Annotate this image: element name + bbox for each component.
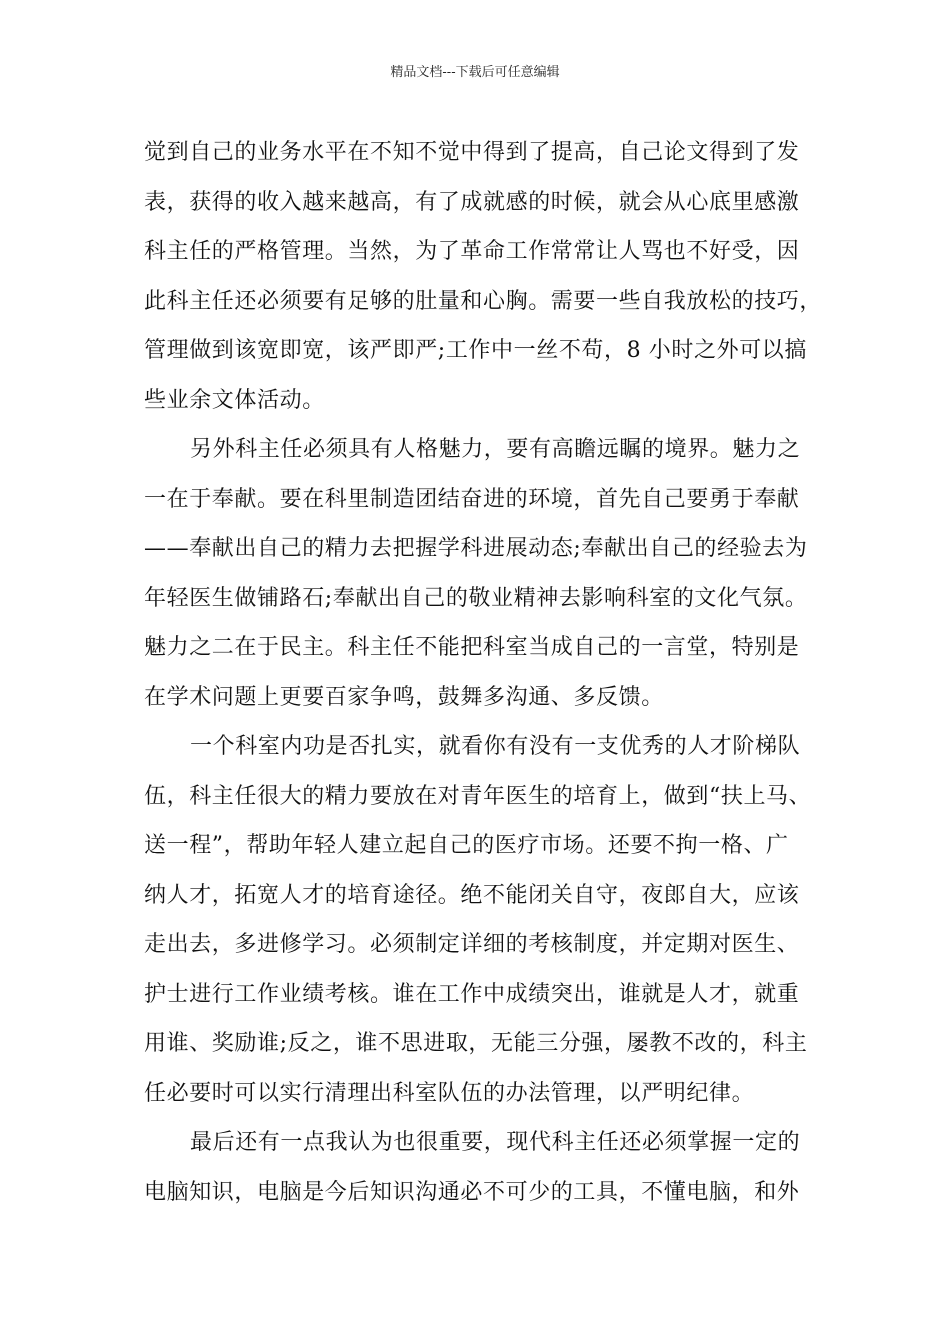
text-line: 科主任的严格管理。当然，为了革命工作常常让人骂也不好受，因 — [144, 239, 800, 264]
paragraph-first-line: 一个科室内功是否扎实，就看你有没有一支优秀的人才阶梯队 — [190, 734, 801, 759]
text-line: 电脑知识，电脑是今后知识沟通必不可少的工具，不懂电脑，和外 — [144, 1179, 800, 1205]
text-line: 觉到自己的业务水平在不知不觉中得到了提高，自己论文得到了发 — [144, 140, 800, 165]
page-header: 精品文档---下载后可任意编辑 — [390, 65, 560, 80]
text-line: 在学术问题上更要百家争鸣，鼓舞多沟通、多反馈。 — [144, 684, 664, 710]
text-line: 此科主任还必须要有足够的肚量和心胸。需要一些自我放松的技巧， — [144, 288, 823, 314]
paragraph-first-line: 最后还有一点我认为也很重要，现代科主任还必须掌握一定的 — [190, 1130, 801, 1155]
text-line: 年轻医生做铺路石;奉献出自己的敬业精神去影响科室的文化气氛。 — [144, 585, 808, 611]
text-line: 表，获得的收入越来越高，有了成就感的时候，就会从心底里感激 — [144, 189, 800, 215]
text-line: 管理做到该宽即宽，该严即严;工作中一丝不苟，8 小时之外可以搞 — [144, 338, 808, 363]
text-line: 任必要时可以实行清理出科室队伍的办法管理，以严明纪律。 — [144, 1080, 755, 1106]
text-line: 送一程”，帮助年轻人建立起自己的医疗市场。还要不拘一格、广 — [144, 833, 789, 858]
text-line: 纳人才，拓宽人才的培育途径。绝不能闭关自守，夜郎自大，应该 — [144, 882, 800, 908]
paragraph-first-line: 另外科主任必须具有人格魅力，要有高瞻远瞩的境界。魅力之 — [190, 437, 801, 462]
text-line: 魅力之二在于民主。科主任不能把科室当成自己的一言堂，特别是 — [144, 635, 800, 660]
text-line: 伍，科主任很大的精力要放在对青年医生的培育上，做到“扶上马、 — [144, 783, 812, 809]
text-line: 用谁、奖励谁;反之，谁不思进取，无能三分强，屡教不改的，科主 — [144, 1031, 808, 1056]
text-line: 护士进行工作业绩考核。谁在工作中成绩突出，谁就是人才，就重 — [144, 981, 800, 1007]
text-line: 些业余文体活动。 — [144, 387, 325, 413]
text-line: ——奉献出自己的精力去把握学科进展动态;奉献出自己的经验去为 — [144, 536, 808, 561]
text-line: 走出去，多进修学习。必须制定详细的考核制度，并定期对医生、 — [144, 932, 800, 957]
body-text — [144, 133, 823, 1222]
text-line: 一在于奉献。要在科里制造团结奋进的环境，首先自己要勇于奉献 — [144, 486, 800, 512]
